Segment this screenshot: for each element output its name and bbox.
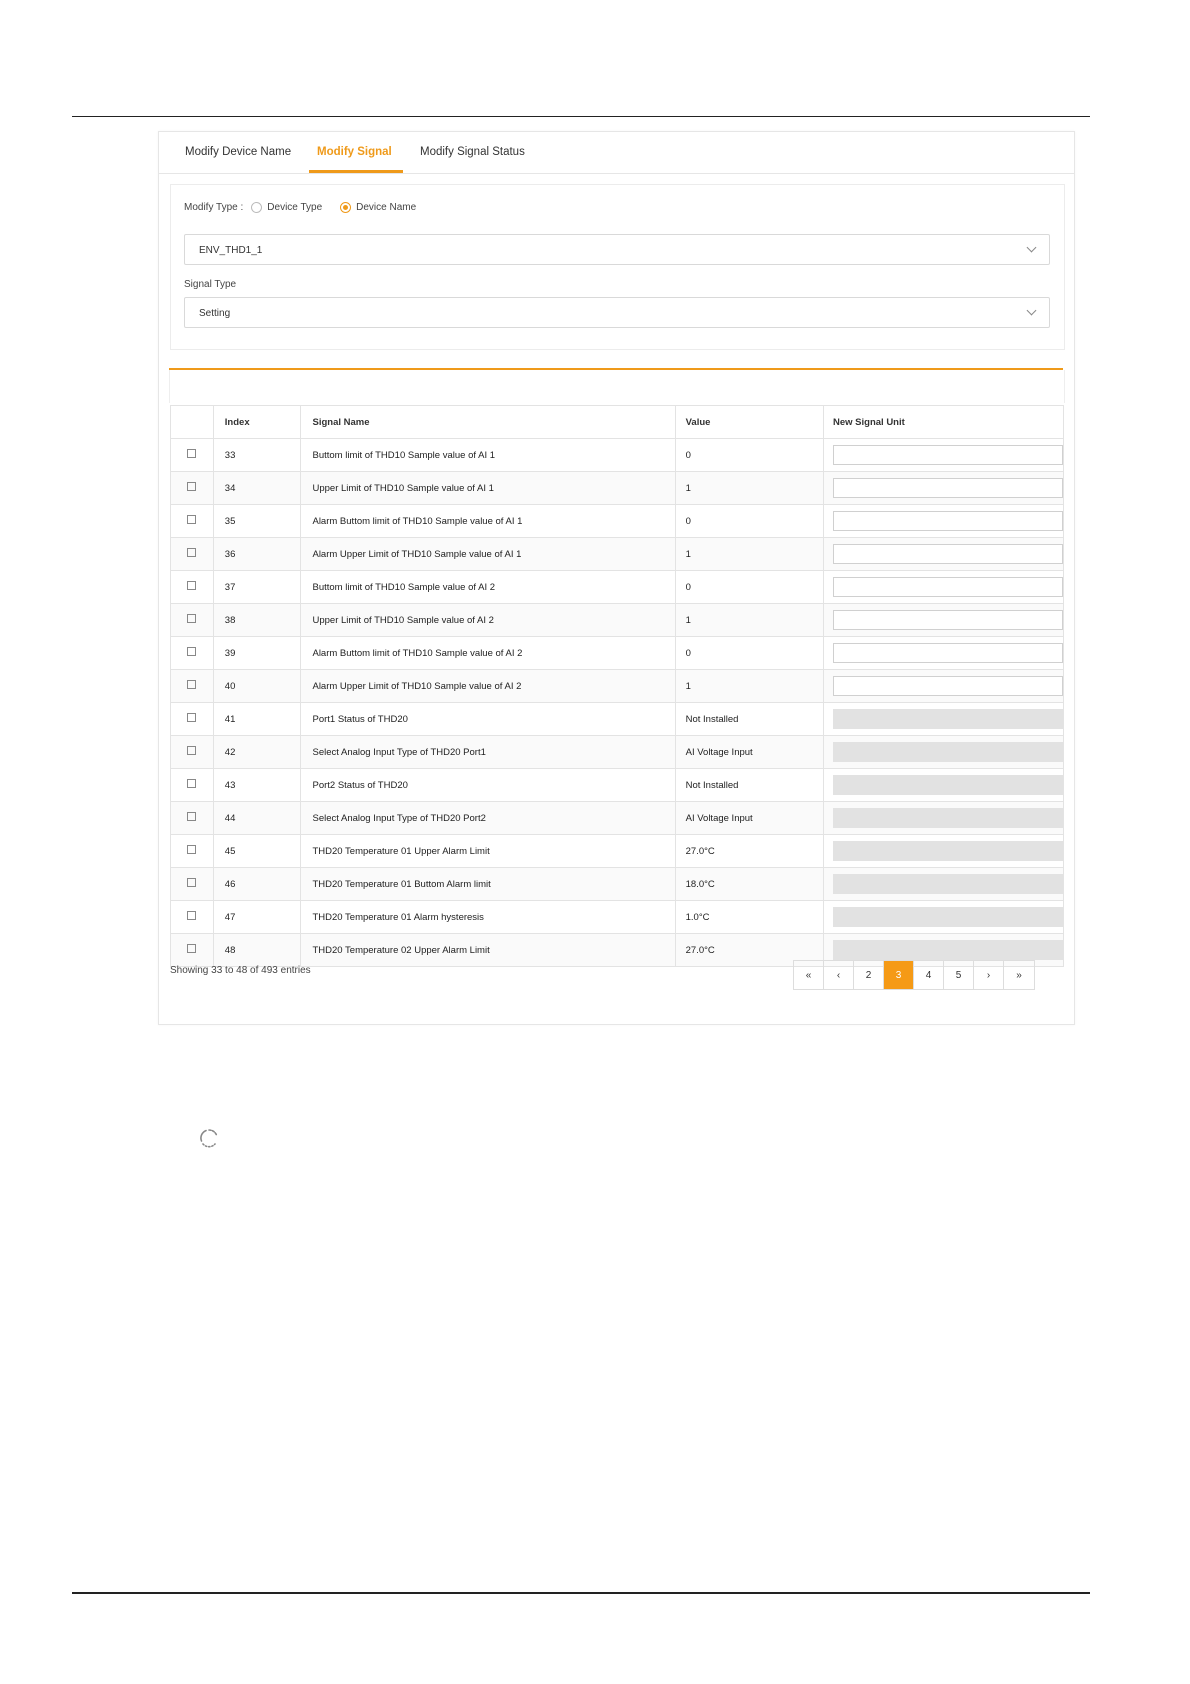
row-signal-name: Alarm Buttom limit of THD10 Sample value of AI 1 [301,505,675,538]
table-row[interactable] [171,637,1064,670]
table-row[interactable] [171,703,1064,736]
row-unit-cell [824,868,1064,901]
row-checkbox-cell [171,472,214,505]
row-index: 37 [213,571,301,604]
row-checkbox[interactable] [187,680,196,689]
device-select-value: ENV_THD1_1 [199,245,263,256]
row-unit-cell [824,538,1064,571]
table-row[interactable] [171,769,1064,802]
row-signal-name: Port2 Status of THD20 [301,769,675,802]
table-row[interactable] [171,538,1064,571]
chevron-down-icon [1027,306,1037,316]
row-checkbox[interactable] [187,911,196,920]
table-row[interactable] [171,571,1064,604]
row-signal-name: THD20 Temperature 02 Upper Alarm Limit [301,934,675,967]
new-signal-unit-input[interactable] [833,610,1063,630]
row-checkbox-cell [171,505,214,538]
row-checkbox-cell [171,670,214,703]
new-signal-unit-input[interactable] [833,577,1063,597]
row-value: 1 [675,670,823,703]
page-button[interactable]: 4 [914,961,944,989]
row-value: Not Installed [675,703,823,736]
row-signal-name: Select Analog Input Type of THD20 Port2 [301,802,675,835]
row-index: 46 [213,868,301,901]
table-row[interactable] [171,868,1064,901]
modify-form [170,184,1065,350]
row-index: 33 [213,439,301,472]
row-unit-cell [824,439,1064,472]
row-value: AI Voltage Input [675,736,823,769]
new-signal-unit-input[interactable] [833,478,1063,498]
row-unit-cell [824,736,1064,769]
row-unit-cell [824,769,1064,802]
row-checkbox-cell [171,604,214,637]
row-signal-name: Select Analog Input Type of THD20 Port1 [301,736,675,769]
row-unit-cell [824,835,1064,868]
row-value: 1 [675,604,823,637]
row-signal-name: Port1 Status of THD20 [301,703,675,736]
row-checkbox-cell [171,901,214,934]
row-index: 39 [213,637,301,670]
table-row[interactable] [171,472,1064,505]
row-checkbox[interactable] [187,482,196,491]
new-signal-unit-input[interactable] [833,511,1063,531]
row-signal-name: Upper Limit of THD10 Sample value of AI 2 [301,604,675,637]
row-unit-cell [824,472,1064,505]
next-page-button[interactable]: › [974,961,1004,989]
table-row[interactable] [171,670,1064,703]
row-checkbox[interactable] [187,779,196,788]
row-signal-name: Alarm Upper Limit of THD10 Sample value of AI 2 [301,670,675,703]
chevron-down-icon [1027,243,1037,253]
row-checkbox[interactable] [187,812,196,821]
row-value: 27.0°C [675,835,823,868]
row-checkbox[interactable] [187,515,196,524]
signal-type-label: Signal Type [184,279,237,290]
new-signal-unit-disabled [833,808,1063,828]
row-index: 34 [213,472,301,505]
row-value: 0 [675,571,823,604]
row-checkbox-cell [171,736,214,769]
tab-modify-device-name[interactable]: Modify Device Name [185,146,292,158]
new-signal-unit-disabled [833,874,1063,894]
row-value: 0 [675,505,823,538]
row-checkbox-cell [171,703,214,736]
first-page-button[interactable]: « [794,961,824,989]
new-signal-unit-input[interactable] [833,544,1063,564]
row-index: 44 [213,802,301,835]
new-signal-unit-disabled [833,940,1063,960]
row-checkbox-cell [171,934,214,967]
row-value: 1 [675,472,823,505]
new-signal-unit-disabled [833,775,1063,795]
pagination [793,960,1035,990]
header-new-signal-unit[interactable]: New Signal Unit [824,406,1064,439]
row-checkbox-cell [171,571,214,604]
row-signal-name: Alarm Buttom limit of THD10 Sample value of AI 2 [301,637,675,670]
row-value: 1 [675,538,823,571]
row-signal-name: THD20 Temperature 01 Alarm hysteresis [301,901,675,934]
entries-summary: Showing 33 to 48 of 493 entries [170,965,311,976]
active-tab-indicator [309,170,403,173]
signal-type-value: Setting [199,308,231,319]
row-index: 38 [213,604,301,637]
table-row[interactable] [171,439,1064,472]
row-unit-cell [824,802,1064,835]
row-checkbox[interactable] [187,449,196,458]
header-checkbox-cell [171,406,214,439]
row-index: 42 [213,736,301,769]
table-body [171,439,1064,967]
row-index: 48 [213,934,301,967]
row-signal-name: THD20 Temperature 01 Buttom Alarm limit [301,868,675,901]
toolbar-area [169,370,1065,403]
page-button[interactable]: 2 [854,961,884,989]
loading-spinner-icon [199,1128,219,1148]
new-signal-unit-disabled [833,841,1063,861]
device-select[interactable] [184,234,1050,265]
row-value: AI Voltage Input [675,802,823,835]
header-index[interactable]: Index [213,406,301,439]
row-unit-cell [824,604,1064,637]
tab-modify-signal[interactable]: Modify Signal [317,146,392,158]
device-name-label[interactable]: Device Name [356,202,417,213]
row-index: 40 [213,670,301,703]
row-checkbox[interactable] [187,548,196,557]
row-value: 0 [675,439,823,472]
tab-modify-signal-status[interactable]: Modify Signal Status [420,146,525,158]
row-value: 18.0°C [675,868,823,901]
new-signal-unit-disabled [833,907,1063,927]
new-signal-unit-input[interactable] [833,445,1063,465]
row-checkbox[interactable] [187,878,196,887]
table-row[interactable] [171,505,1064,538]
prev-page-button[interactable]: ‹ [824,961,854,989]
table-row[interactable] [171,736,1064,769]
device-type-label[interactable]: Device Type [267,202,323,213]
row-unit-cell [824,901,1064,934]
page-button[interactable]: 3 [884,961,914,989]
row-checkbox[interactable] [187,647,196,656]
row-checkbox-cell [171,769,214,802]
last-page-button[interactable]: » [1016,969,1022,981]
signal-table [170,405,1064,967]
row-index: 36 [213,538,301,571]
modify-type-group [184,202,416,213]
row-checkbox-cell [171,802,214,835]
page-button[interactable]: 5 [944,961,974,989]
tab-bar [159,132,1074,174]
row-unit-cell [824,703,1064,736]
row-checkbox[interactable] [187,845,196,854]
row-value: 0 [675,637,823,670]
row-signal-name: Alarm Upper Limit of THD10 Sample value of AI 1 [301,538,675,571]
device-name-radio[interactable] [340,202,351,213]
row-index: 45 [213,835,301,868]
table-row[interactable] [171,835,1064,868]
row-checkbox[interactable] [187,713,196,722]
row-checkbox-cell [171,439,214,472]
row-unit-cell [824,571,1064,604]
row-checkbox-cell [171,835,214,868]
header-signal-name[interactable]: Signal Name [301,406,675,439]
new-signal-unit-disabled [833,742,1063,762]
table-row[interactable] [171,901,1064,934]
row-signal-name: Upper Limit of THD10 Sample value of AI 1 [301,472,675,505]
row-signal-name: THD20 Temperature 01 Upper Alarm Limit [301,835,675,868]
row-checkbox[interactable] [187,944,196,953]
new-signal-unit-disabled [833,709,1063,729]
row-unit-cell [824,637,1064,670]
table-row[interactable] [171,802,1064,835]
row-index: 41 [213,703,301,736]
row-checkbox-cell [171,538,214,571]
row-checkbox-cell [171,637,214,670]
row-signal-name: Buttom limit of THD10 Sample value of AI 2 [301,571,675,604]
modify-type-label: Modify Type : [184,202,244,213]
signal-type-select[interactable] [184,297,1050,328]
row-unit-cell [824,505,1064,538]
row-value: 27.0°C [675,934,823,967]
modify-signal-panel [158,131,1075,1025]
row-index: 43 [213,769,301,802]
row-value: 1.0°C [675,901,823,934]
footer-rule [72,1592,1090,1594]
header-value[interactable]: Value [675,406,823,439]
row-checkbox[interactable] [187,581,196,590]
row-index: 35 [213,505,301,538]
table-row[interactable] [171,604,1064,637]
row-unit-cell [824,670,1064,703]
new-signal-unit-input[interactable] [833,643,1063,663]
device-type-radio[interactable] [251,202,262,213]
header-rule [72,116,1090,117]
row-checkbox-cell [171,868,214,901]
row-checkbox[interactable] [187,614,196,623]
row-signal-name: Buttom limit of THD10 Sample value of AI 1 [301,439,675,472]
new-signal-unit-input[interactable] [833,676,1063,696]
row-value: Not Installed [675,769,823,802]
row-index: 47 [213,901,301,934]
row-checkbox[interactable] [187,746,196,755]
table-header-row [171,406,1064,439]
